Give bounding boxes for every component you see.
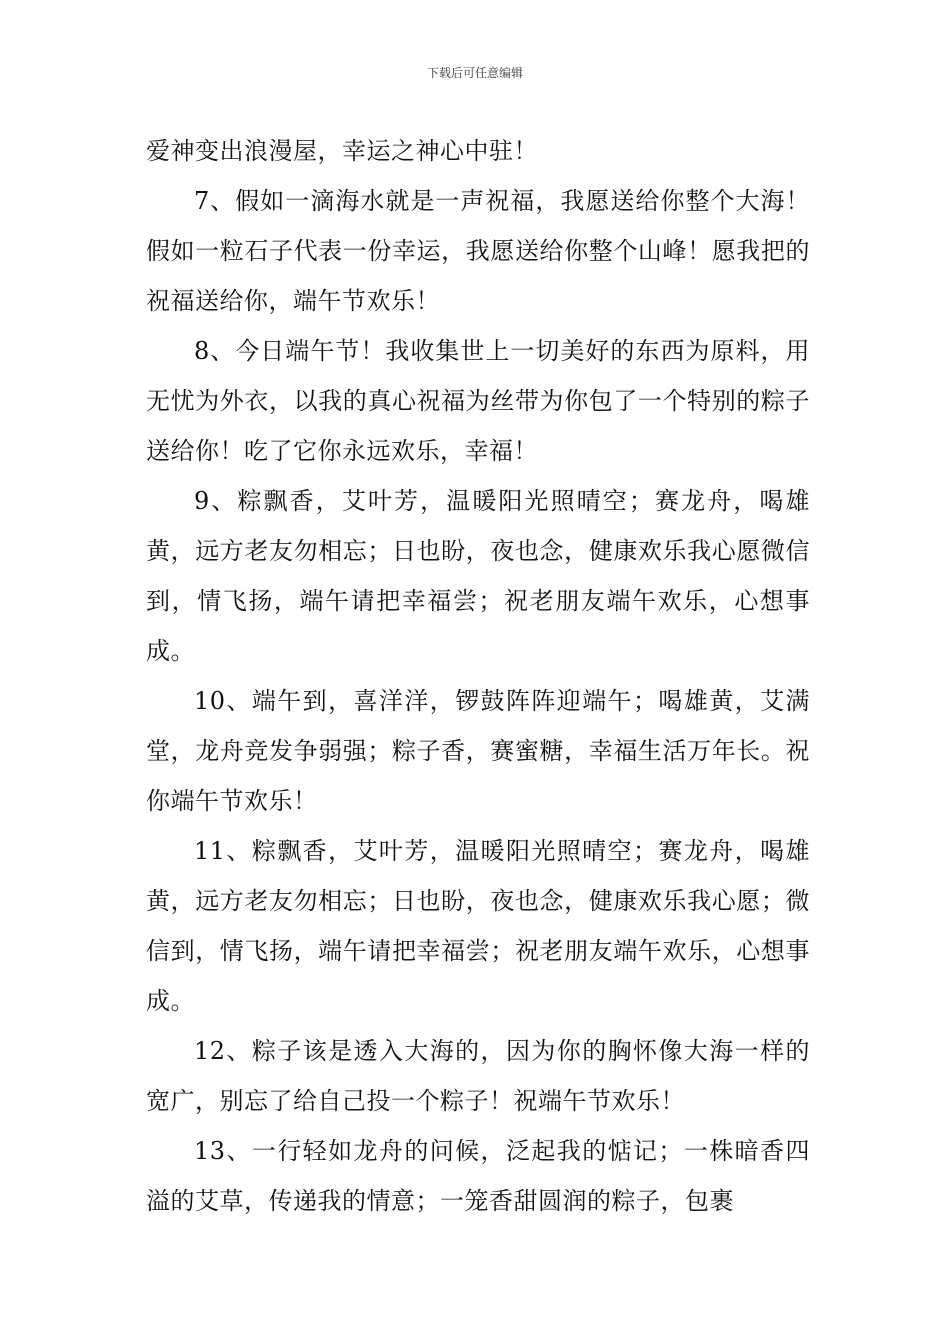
paragraph-item-12: 12、粽子该是透入大海的，因为你的胸怀像大海一样的宽广，别忘了给自己投一个粽子！祝端午节欢乐！ — [146, 1037, 810, 1115]
page-header-note: 下载后可任意编辑 — [426, 66, 523, 80]
paragraph-continuation: 爱神变出浪漫屋，幸运之神心中驻！ — [146, 137, 538, 165]
paragraph-item-8: 8、今日端午节！我收集世上一切美好的东西为原料，用无忧为外衣，以我的真心祝福为丝带为你包了一个特别的粽子送给你！吃了它你永远欢乐，幸福！ — [146, 337, 810, 465]
paragraph-item-7: 7、假如一滴海水就是一声祝福，我愿送给你整个大海！假如一粒石子代表一份幸运，我愿送给你整个山峰！愿我把的祝福送给你，端午节欢乐！ — [146, 187, 810, 315]
paragraph-item-11: 11、粽飘香，艾叶芳，温暖阳光照晴空；赛龙舟，喝雄黄，远方老友勿相忘；日也盼，夜也念，健康欢乐我心愿；微信到，情飞扬，端午请把幸福尝；祝老朋友端午欢乐，心想事成。 — [146, 837, 810, 1015]
document-body — [146, 126, 810, 1226]
paragraph-item-9: 9、粽飘香，艾叶芳，温暖阳光照晴空；赛龙舟，喝雄黄，远方老友勿相忘；日也盼，夜也念，健康欢乐我心愿微信到，情飞扬，端午请把幸福尝；祝老朋友端午欢乐，心想事成。 — [146, 487, 810, 665]
paragraph-item-10: 10、端午到，喜洋洋，锣鼓阵阵迎端午；喝雄黄，艾满堂，龙舟竞发争弱强；粽子香，赛蜜糖，幸福生活万年长。祝你端午节欢乐！ — [146, 687, 810, 815]
paragraph-item-13: 13、一行轻如龙舟的问候，泛起我的惦记；一株暗香四溢的艾草，传递我的情意；一笼香甜圆润的粽子，包裹 — [146, 1137, 810, 1215]
